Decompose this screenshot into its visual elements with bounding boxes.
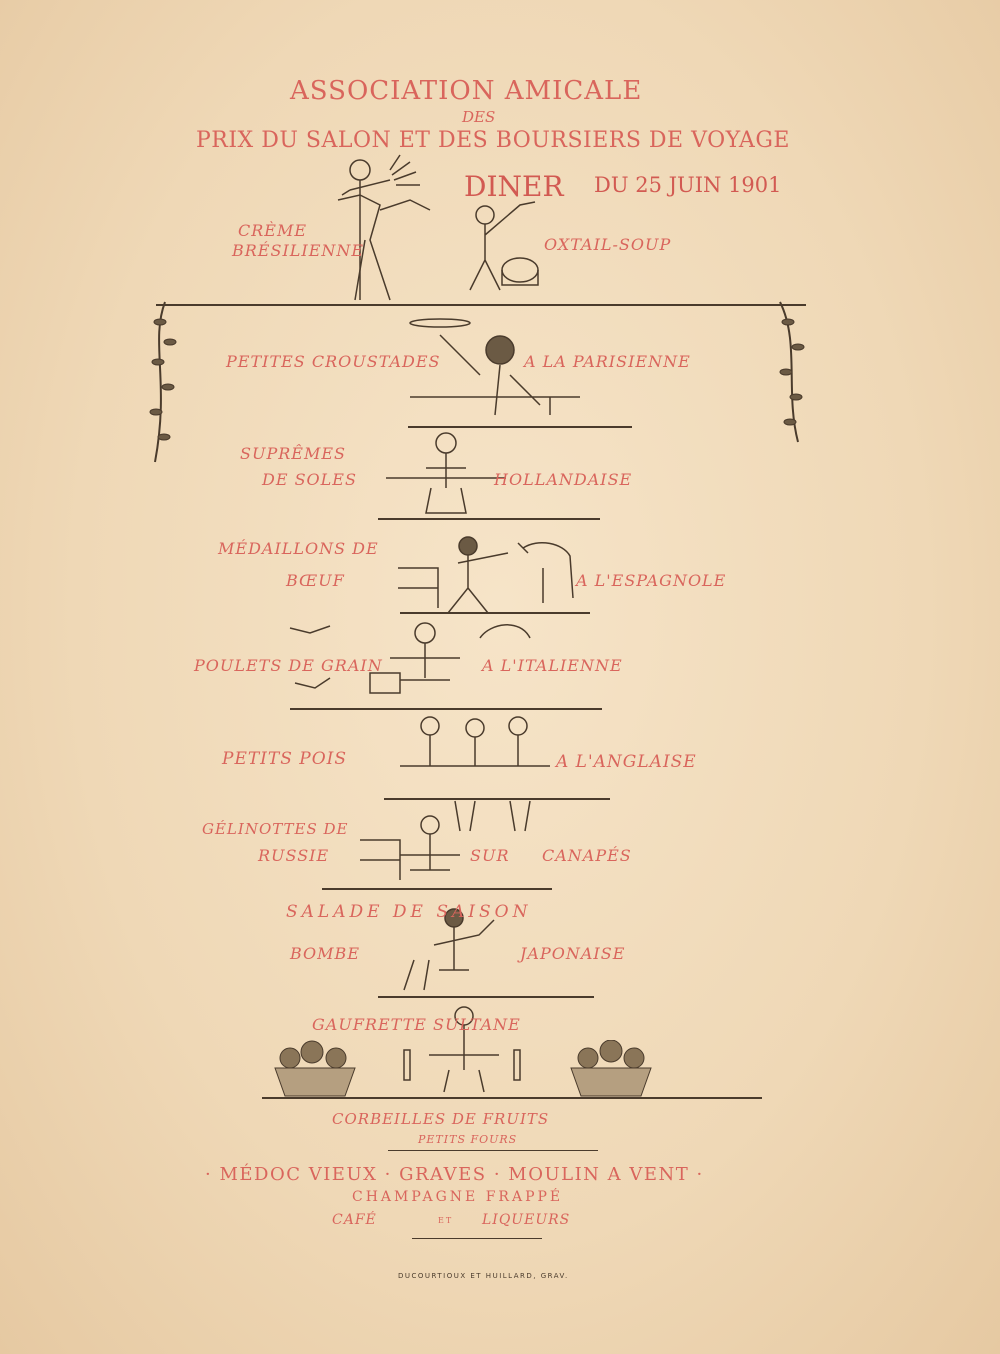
association-title: ASSOCIATION AMICALE — [290, 76, 643, 106]
engraver-credit: DUCOURTIOUX ET HUILLARD, GRAV. — [398, 1272, 569, 1280]
soup-left-2: BRÉSILIENNE — [232, 241, 365, 260]
diner-label: DINER — [464, 170, 564, 203]
soup-right: OXTAIL-SOUP — [544, 235, 672, 254]
course9-line: GAUFRETTE SULTANE — [312, 1015, 521, 1034]
course6-left-1: GÉLINOTTES DE — [202, 820, 349, 838]
course4-left: POULETS DE GRAIN — [194, 656, 383, 675]
table-line-5 — [384, 798, 610, 800]
table-line-3 — [400, 612, 590, 614]
course2-left-1: SUPRÊMES — [240, 444, 346, 463]
course1-left: PETITES CROUSTADES — [226, 352, 441, 371]
fruit-basket-right — [566, 1040, 656, 1098]
diner-date: DU 25 JUIN 1901 — [594, 173, 782, 197]
table-line-6 — [322, 888, 552, 890]
table-line-top — [156, 304, 806, 306]
course3-left-1: MÉDAILLONS DE — [218, 539, 379, 558]
champagne-line: CHAMPAGNE FRAPPÉ — [352, 1189, 564, 1205]
table-line-2 — [378, 518, 600, 520]
soup-left-1: CRÈME — [238, 221, 308, 240]
course8-left: BOMBE — [290, 944, 360, 963]
footer-rule-1 — [388, 1150, 598, 1151]
course6-mid: SUR — [470, 846, 510, 865]
soup-server-figure — [440, 190, 550, 300]
course8-right: JAPONAISE — [520, 944, 626, 963]
footer-rule-2 — [412, 1238, 542, 1239]
course3-right: A L'ESPAGNOLE — [576, 571, 727, 590]
course4-right: A L'ITALIENNE — [482, 656, 623, 675]
fruit-basket-left — [270, 1040, 360, 1098]
et-label: ET — [438, 1216, 454, 1225]
course2-right: HOLLANDAISE — [494, 470, 633, 489]
petits-fours-line: PETITS FOURS — [418, 1133, 518, 1146]
course2-left-2: DE SOLES — [262, 470, 357, 489]
course1-right: A LA PARISIENNE — [524, 352, 691, 371]
cafe-label: CAFÉ — [332, 1212, 377, 1228]
course6-right: CANAPÉS — [542, 846, 632, 865]
table-line-7 — [378, 996, 594, 998]
laurel-garland-right — [760, 292, 820, 452]
course5-right: A L'ANGLAISE — [556, 752, 697, 772]
laurel-garland-left — [140, 292, 190, 472]
fruits-line: CORBEILLES DE FRUITS — [332, 1110, 550, 1128]
liqueurs-label: LIQUEURS — [482, 1212, 571, 1228]
spanish-dancer-bull — [398, 528, 588, 618]
des-label: DES — [462, 108, 496, 126]
course7-line: SALADE DE SAISON — [286, 902, 532, 922]
course5-left: PETITS POIS — [222, 749, 348, 769]
wines-line: · MÉDOC VIEUX · GRAVES · MOULIN A VENT · — [205, 1164, 704, 1185]
table-line-bottom — [262, 1097, 762, 1099]
course6-left-2: RUSSIE — [258, 846, 330, 865]
course3-left-2: BŒUF — [286, 571, 345, 590]
prizes-title: PRIX DU SALON ET DES BOURSIERS DE VOYAGE — [196, 128, 790, 153]
